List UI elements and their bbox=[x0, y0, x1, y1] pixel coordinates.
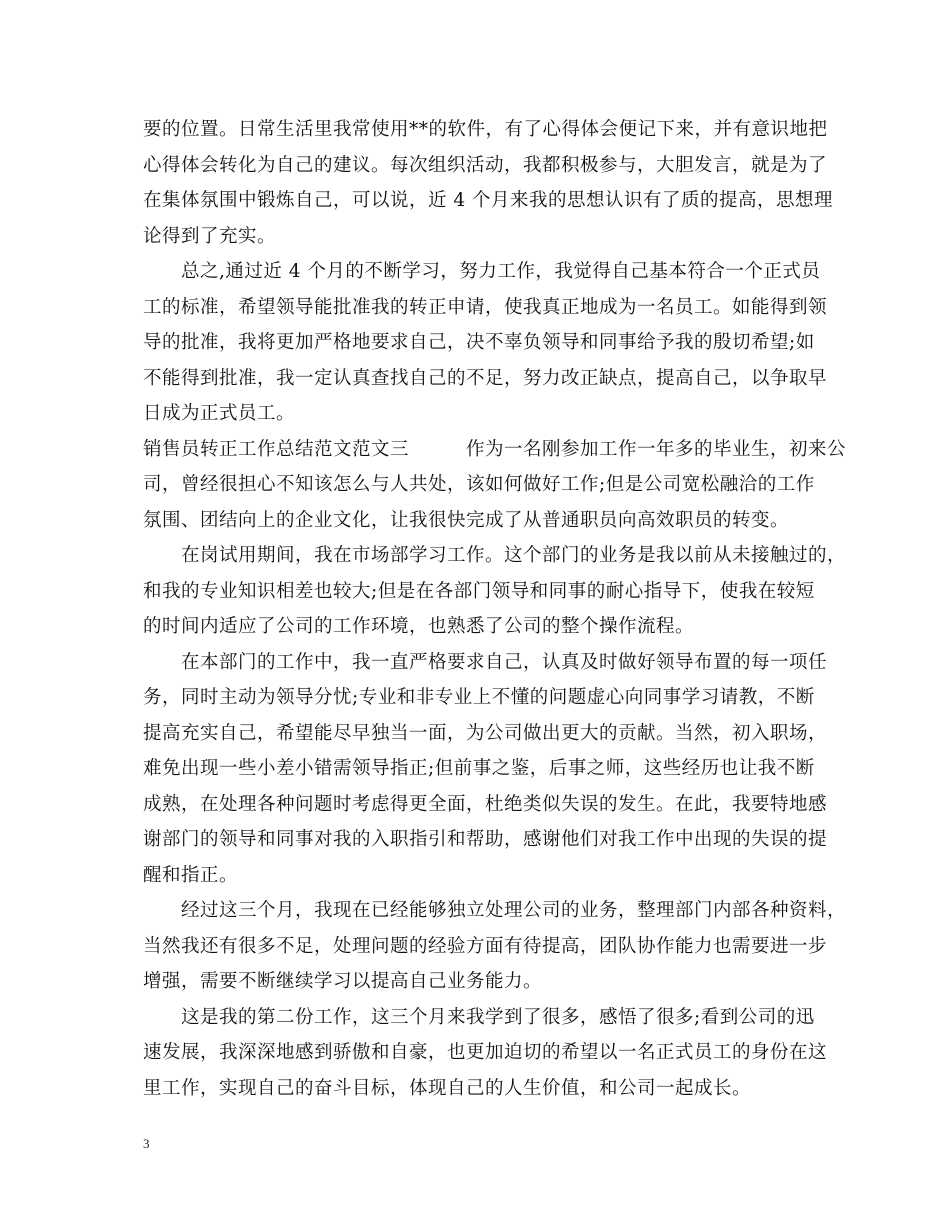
text-line: 这是我的第二份工作，这三个月来我学到了很多，感悟了很多;看到公司的迅 bbox=[143, 1006, 815, 1028]
text-line: 和我的专业知识相差也较大;但是在各部门领导和同事的耐心指导下，使我在较短 bbox=[143, 580, 815, 602]
text-line: 不能得到批准，我一定认真查找自己的不足，努力改正缺点，提高自己，以争取早 bbox=[143, 367, 828, 389]
text-line: 务，同时主动为领导分忧;专业和非专业上不懂的问题虚心向同事学习请教，不断 bbox=[143, 687, 815, 708]
text-line: 经过这三个月，我现在已经能够独立处理公司的业务，整理部门内部各种资料， bbox=[143, 900, 847, 921]
text-line: 总之,通过近 4 个月的不断学习，努力工作，我觉得自己基本符合一个正式员 bbox=[143, 261, 821, 282]
text-line: 在岗试用期间，我在市场部学习工作。这个部门的业务是我以前从未接触过的， bbox=[143, 545, 847, 566]
text-line: 谢部门的领导和同事对我的入职指引和帮助，感谢他们对我工作中出现的失误的提 bbox=[143, 829, 828, 850]
text-line: 速发展，我深深地感到骄傲和自豪，也更加迫切的希望以一名正式员工的身份在这 bbox=[143, 1042, 828, 1063]
page-number: 3 bbox=[143, 1136, 150, 1151]
text-line: 导的批准，我将更加严格地要求自己，决不辜负领导和同事给予我的殷切希望;如 bbox=[143, 332, 815, 353]
text-line: 醒和指正。 bbox=[143, 864, 239, 886]
section-heading-line: 销售员转正工作总结范文范文三 作为一名刚参加工作一年多的毕业生，初来公 bbox=[143, 438, 847, 460]
document-body bbox=[143, 112, 847, 1106]
text-line: 里工作，实现自己的奋斗目标，体现自己的人生价值，和公司一起成长。 bbox=[143, 1077, 752, 1099]
text-line: 氛围、团结向上的企业文化，让我很快完成了从普通职员向高效职员的转变。 bbox=[143, 509, 790, 531]
text-line: 在集体氛围中锻炼自己，可以说，近 4 个月来我的思想认识有了质的提高，思想理 bbox=[143, 190, 834, 211]
text-line: 在本部门的工作中，我一直严格要求自己，认真及时做好领导布置的每一项任 bbox=[143, 651, 828, 673]
text-line: 要的位置。日常生活里我常使用**的软件，有了心得体会便记下来，并有意识地把 bbox=[143, 119, 828, 140]
text-line: 增强，需要不断继续学习以提高自己业务能力。 bbox=[143, 971, 543, 992]
text-line: 工的标准，希望领导能批准我的转正申请，使我真正地成为一名员工。如能得到领 bbox=[143, 296, 828, 318]
text-line: 当然我还有很多不足，处理问题的经验方面有待提高，团队协作能力也需要进一步 bbox=[143, 935, 828, 957]
text-line: 司，曾经很担心不知该怎么与人共处，该如何做好工作;但是公司宽松融洽的工作 bbox=[143, 474, 815, 495]
text-line: 难免出现一些小差小错需领导指正;但前事之鉴，后事之师，这些经历也让我不断 bbox=[143, 758, 815, 779]
text-line: 论得到了充实。 bbox=[143, 225, 277, 247]
text-line: 成熟，在处理各种问题时考虑得更全面，杜绝类似失误的发生。在此，我要特地感 bbox=[143, 793, 828, 815]
text-line: 的时间内适应了公司的工作环境，也熟悉了公司的整个操作流程。 bbox=[143, 616, 695, 637]
text-line: 提高充实自己，希望能尽早独当一面，为公司做出更大的贡献。当然，初入职场， bbox=[143, 722, 828, 744]
text-line: 日成为正式员工。 bbox=[143, 403, 296, 424]
text-line: 心得体会转化为自己的建议。每次组织活动，我都积极参与，大胆发言，就是为了 bbox=[143, 154, 828, 176]
